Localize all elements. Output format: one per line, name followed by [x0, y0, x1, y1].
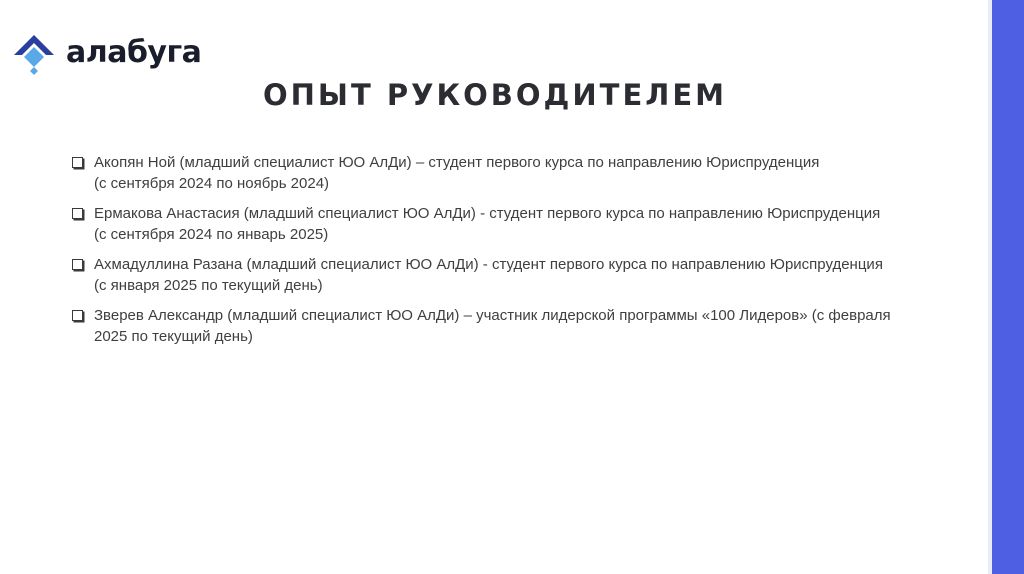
list-item — [72, 203, 932, 245]
list-item-line: Акопян Ной (младший специалист ЮО АлДи) – студент первого курса по направлению Юриспруденция — [94, 154, 820, 171]
checkbox-bullet-icon — [72, 157, 83, 168]
list-item-text — [94, 152, 819, 194]
list-item-line: Ермакова Анастасия (младший специалист ЮО АлДи) - студент первого курса по направлению Юриспруденция — [94, 205, 881, 222]
list-item-line: 2025 по текущий день) — [94, 328, 253, 345]
alabuga-logo — [12, 33, 201, 77]
checkbox-bullet-icon — [72, 259, 83, 270]
list-item-text — [94, 254, 883, 296]
side-accent-stripe — [992, 0, 1024, 574]
checkbox-bullet-icon — [72, 208, 83, 219]
list-item-line: (с сентября 2024 по январь 2025) — [94, 226, 329, 243]
list-item-line: Ахмадуллина Разана (младший специалист ЮО АлДи) - студент первого курса по направлению Юриспруденция — [94, 256, 883, 273]
list-item-line: (с сентября 2024 по ноябрь 2024) — [94, 175, 330, 192]
list-item — [72, 152, 932, 194]
list-item-text — [94, 305, 891, 347]
logo-wordmark: алабуга — [66, 34, 202, 70]
list-item-text — [94, 203, 880, 245]
alabuga-logo-icon — [12, 33, 56, 77]
checkbox-bullet-icon — [72, 310, 83, 321]
list-item — [72, 254, 932, 296]
list-item — [72, 305, 932, 347]
page-title: ОПЫТ РУКОВОДИТЕЛЕМ — [262, 78, 728, 112]
list-item-line: (с января 2025 по текущий день) — [94, 277, 323, 294]
list-item-line: Зверев Александр (младший специалист ЮО АлДи) – участник лидерской программы «100 Лидеров» (с февраля — [94, 307, 891, 324]
experience-list — [72, 152, 932, 356]
